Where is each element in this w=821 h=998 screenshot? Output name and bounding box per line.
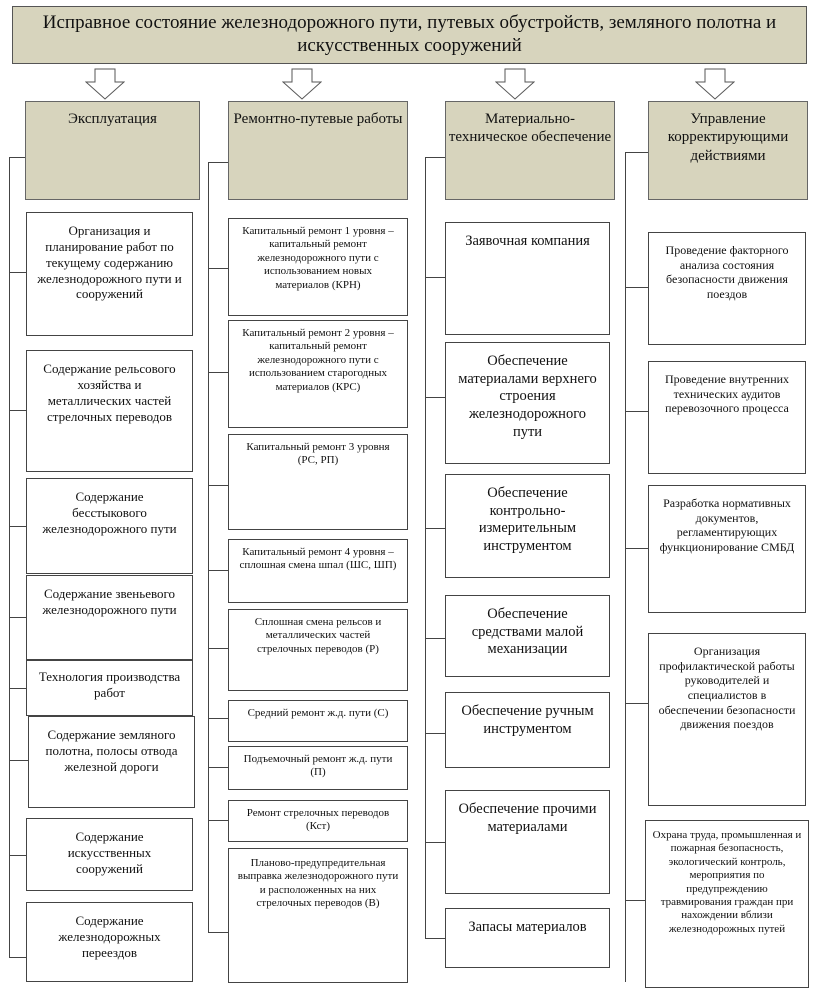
down-arrow-icon (695, 68, 735, 100)
item-text: Заявочная компания (465, 233, 590, 249)
column-header-text: Ремонтно-путевые работы (233, 111, 403, 127)
item-text: Подъемочный ремонт ж.д. пути (П) (243, 753, 393, 779)
connector-line (425, 733, 445, 734)
column-header-corrective (648, 101, 808, 200)
connector-line (625, 287, 648, 288)
item-text: Обеспечение прочими материалами (458, 801, 597, 835)
down-arrow-icon (85, 68, 125, 100)
connector-line (208, 162, 209, 932)
connector-line (625, 548, 648, 549)
down-arrow-icon (495, 68, 535, 100)
item-text: Капитальный ремонт 3 уровня (РС, РП) (246, 441, 390, 467)
item-text: Обеспечение контрольно-измерительным инструментом (478, 485, 577, 555)
item-text: Содержание бесстыкового железнодорожного пути (42, 489, 177, 536)
corrective-item (648, 361, 806, 474)
item-text: Технология производства работ (38, 669, 181, 700)
connector-line (9, 410, 26, 411)
supply-item (445, 595, 610, 677)
connector-line (9, 617, 26, 618)
item-text: Запасы материалов (468, 919, 587, 935)
corrective-item (648, 232, 806, 345)
connector-line (425, 157, 426, 938)
supply-item (445, 908, 610, 968)
connector-line (9, 157, 10, 957)
connector-line (425, 277, 445, 278)
item-text: Разработка нормативных документов, регламентирующих функционирование СМБД (659, 496, 795, 554)
repair-item (228, 320, 408, 428)
connector-line (9, 855, 26, 856)
item-text: Организация и планирование работ по текущему содержанию железнодорожного пути и сооружений (37, 223, 182, 302)
connector-line (625, 152, 626, 982)
item-text: Капитальный ремонт 2 уровня – капитальный ремонт железнодорожного пути с использованием старогодных материалов (КРС) (242, 327, 394, 393)
item-text: Содержание земляного полотна, полосы отвода железной дороги (45, 727, 178, 774)
connector-line (425, 638, 445, 639)
down-arrow-icon (282, 68, 322, 100)
operation-item (26, 660, 193, 716)
repair-item (228, 434, 408, 530)
item-text: Сплошная смена рельсов и металлических частей стрелочных переводов (Р) (254, 616, 382, 655)
repair-item (228, 700, 408, 742)
connector-line (9, 157, 25, 158)
connector-line (208, 932, 228, 933)
item-text: Содержание рельсового хозяйства и металлических частей стрелочных переводов (43, 361, 176, 424)
connector-line (425, 397, 445, 398)
item-text: Проведение факторного анализа состояния безопасности движения поездов (665, 243, 789, 301)
connector-line (208, 820, 228, 821)
diagram-title (12, 6, 807, 64)
item-text: Ремонт стрелочных переводов (Кст) (246, 807, 390, 833)
operation-item (26, 212, 193, 336)
connector-line (208, 372, 228, 373)
connector-line (425, 157, 445, 158)
item-text: Проведение внутренних технических аудитов перевозочного процесса (664, 372, 790, 416)
repair-item (228, 609, 408, 691)
column-header-repair (228, 101, 408, 200)
corrective-item (648, 485, 806, 613)
column-header-text: Материально-техническое обеспечение (448, 111, 612, 146)
connector-line (625, 411, 648, 412)
item-text: Организация профилактической работы руководителей и специалистов в обеспечении безопасности движения поездов (658, 644, 796, 732)
repair-item (228, 539, 408, 603)
item-text: Содержание звеньевого железнодорожного пути (42, 586, 177, 617)
column-header-operation (25, 101, 200, 200)
repair-item (228, 848, 408, 983)
column-header-text: Управление корректирующими действиями (667, 111, 789, 164)
operation-item (26, 818, 193, 891)
connector-line (208, 718, 228, 719)
connector-line (625, 152, 648, 153)
connector-line (208, 648, 228, 649)
item-text: Средний ремонт ж.д. пути (С) (247, 707, 389, 719)
connector-line (208, 162, 228, 163)
repair-item (228, 218, 408, 316)
item-text: Охрана труда, промышленная и пожарная безопасность, экологический контроль, мероприятия по предупреждению травмирования граждан при нахождении вблизи железнодорожных путей (652, 829, 802, 935)
repair-item (228, 746, 408, 790)
connector-line (208, 570, 228, 571)
item-text: Планово-предупредительная выправка железнодорожного пути и расположенных на них стрелочных переводов (В) (237, 857, 399, 910)
supply-item (445, 222, 610, 335)
supply-item (445, 342, 610, 464)
connector-line (9, 526, 26, 527)
item-text: Обеспечение средствами малой механизации (471, 606, 584, 658)
item-text: Содержание искусственных сооружений (67, 829, 152, 876)
connector-line (625, 703, 648, 704)
operation-item (26, 478, 193, 574)
connector-line (9, 957, 26, 958)
connector-line (208, 268, 228, 269)
corrective-item (645, 820, 809, 988)
item-text: Обеспечение ручным инструментом (461, 703, 594, 737)
column-header-supply (445, 101, 615, 200)
diagram-title-text: Исправное состояние железнодорожного пути, путевых обустройств, земляного полотна и искусственных сооружений (42, 12, 777, 56)
connector-line (208, 767, 228, 768)
operation-item (26, 902, 193, 982)
repair-item (228, 800, 408, 842)
connector-line (425, 938, 445, 939)
connector-line (9, 272, 26, 273)
operation-item (26, 350, 193, 472)
item-text: Капитальный ремонт 1 уровня – капитальный ремонт железнодорожного пути с использованием новых материалов (КРН) (242, 225, 394, 291)
item-text: Капитальный ремонт 4 уровня – сплошная смена шпал (ШС, ШП) (239, 546, 397, 572)
connector-line (425, 842, 445, 843)
item-text: Содержание железнодорожных переездов (58, 913, 161, 960)
connector-line (208, 485, 228, 486)
item-text: Обеспечение материалами верхнего строения железнодорожного пути (458, 353, 597, 440)
supply-item (445, 692, 610, 768)
column-header-text: Эксплуатация (68, 111, 157, 127)
operation-item (28, 716, 195, 808)
operation-item (26, 575, 193, 660)
connector-line (9, 760, 28, 761)
supply-item (445, 790, 610, 894)
supply-item (445, 474, 610, 578)
connector-line (9, 688, 26, 689)
corrective-item (648, 633, 806, 806)
connector-line (425, 528, 445, 529)
